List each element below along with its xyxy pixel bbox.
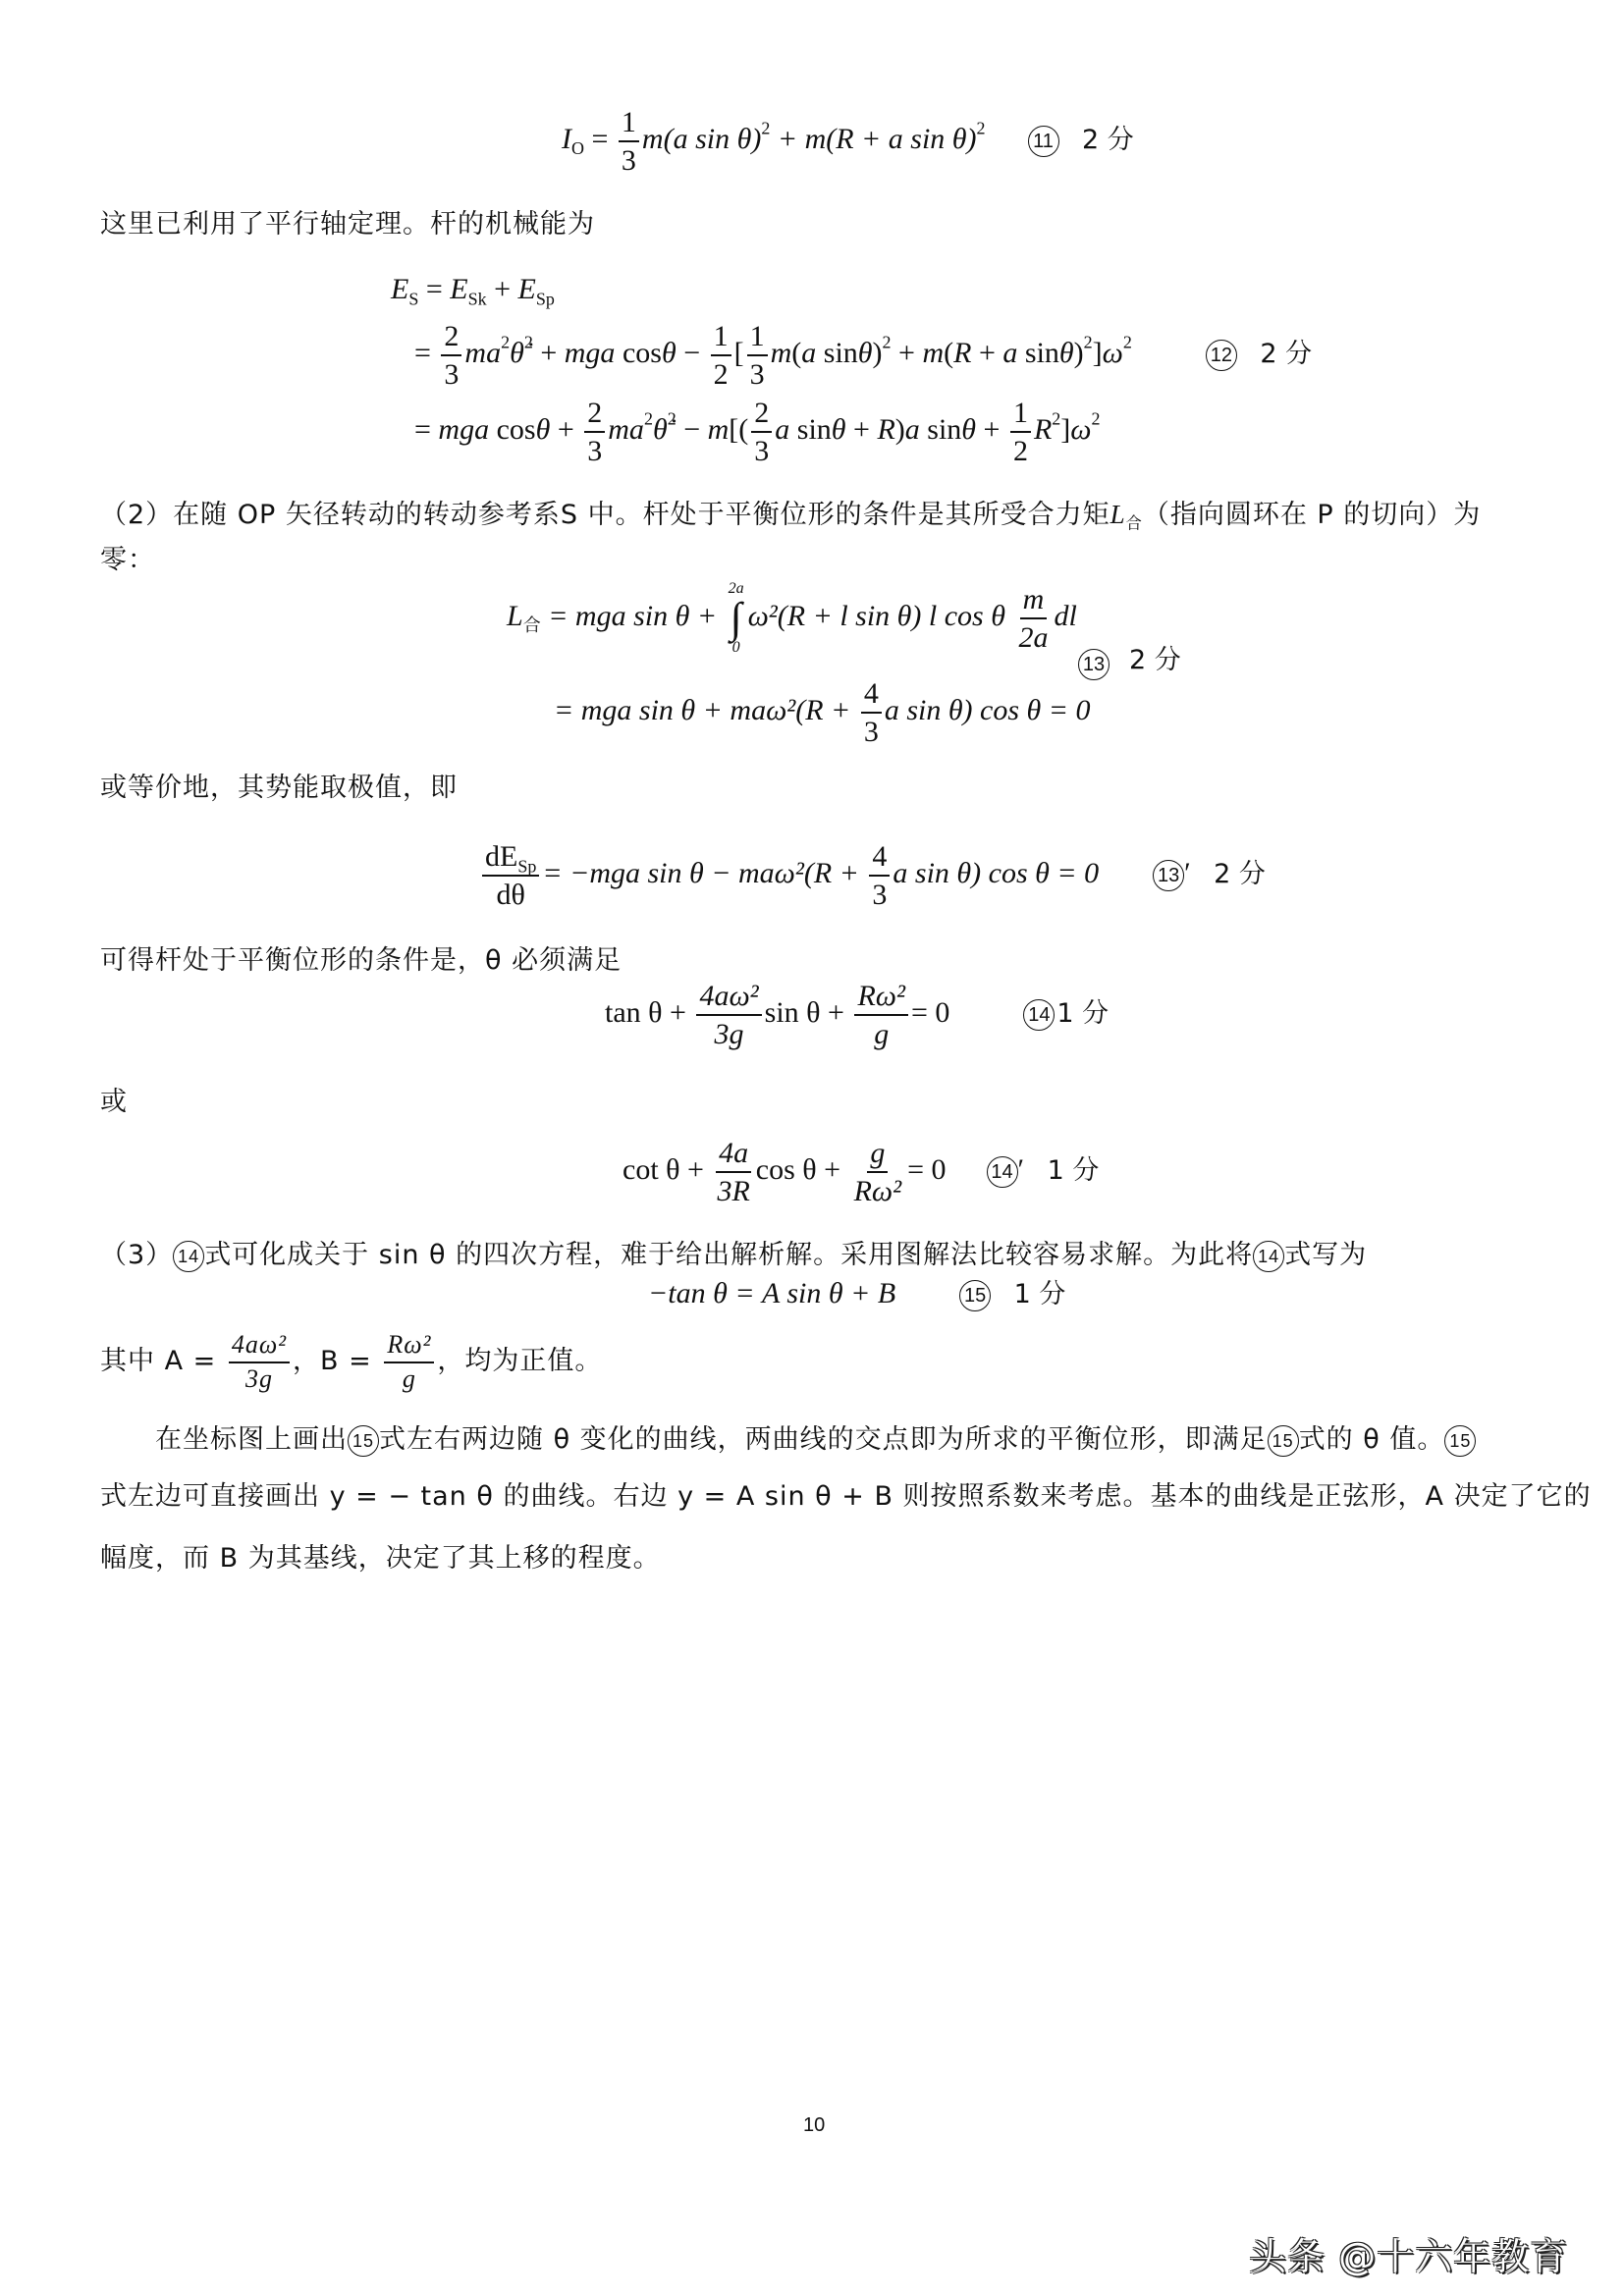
equation-ref-14: 14 (1253, 1241, 1284, 1272)
score-label: 1 分 (1013, 1279, 1066, 1309)
equation-14-prime (623, 1137, 1099, 1207)
score-label: 1 分 (1056, 997, 1110, 1029)
derivative-fraction (482, 840, 539, 911)
equation-12-line-3: = mga cosθ + $\frac{2}{3}$ $ma^2\thetȧ^2 - m$[( $\frac{2}{3}$ a sinθ + R)a sinθ + $\frac{1}{2}$ $R^2]\omega^2$ (414, 397, 1101, 467)
equation-tag-11: 11 (1028, 126, 1059, 157)
equation-13-tag-group (1078, 638, 1181, 680)
equation-ref-14: 14 (173, 1241, 204, 1272)
eq13-fraction (1015, 583, 1051, 654)
frac-den: 3 (863, 716, 879, 748)
frac-num: 4aω² (229, 1331, 290, 1363)
frac-den: 3R (717, 1175, 750, 1207)
prime-mark: ′ (1184, 856, 1191, 889)
torque-symbol: L (1110, 500, 1126, 529)
eq13p-rhs-b: a sin θ) cos θ = 0 (893, 856, 1100, 889)
equation-12-line-1: $E_S = E_{Sk} + E_{Sp}$ (391, 273, 555, 309)
score-label: 2 分 (1082, 124, 1134, 155)
eq11-lhs-sub: O (571, 138, 584, 159)
equation-tag-12: 12 (1206, 340, 1237, 371)
eq13-lhs: L (507, 599, 523, 632)
paragraph-where-ab (100, 1331, 602, 1393)
frac-num: 4aω² (696, 980, 761, 1016)
equation-tag-14: 14 (1023, 999, 1055, 1031)
equation-tag-13: 13 (1078, 649, 1110, 680)
paragraph-graphical-method-line-1 (155, 1417, 1476, 1457)
eq13p-rhs-a: = −mga sin θ − maω²(R + (542, 856, 859, 889)
frac-num: Rω² (384, 1331, 434, 1363)
score-label: 2 分 (1214, 858, 1266, 889)
para7-prefix: 其中 A = (100, 1346, 217, 1377)
equation-12-line-2: = $\frac{2}{3}$ $ma^2\thetȧ^2$ + mga cosθ − $\frac{1}{2}$ [ $\frac{1}{3}$ m(a sinθ)$^2$ + m(R + a $\sin\theta)^2]\omega^2$ 12 2 分 (414, 320, 1313, 391)
eq15-expr: −tan θ = A sin θ + B (648, 1277, 896, 1309)
paragraph-or: 或 (100, 1087, 128, 1117)
upper-limit: 2a (728, 580, 744, 597)
equation-ref-15: 15 (1444, 1425, 1476, 1457)
equation-13-line-2 (554, 677, 1091, 748)
frac-den: Rω² (853, 1175, 902, 1207)
eq14-a: tan θ + (605, 995, 686, 1029)
paragraph-section-3 (100, 1233, 1367, 1272)
equation-15 (648, 1272, 1065, 1311)
frac-num-sub: Sp (517, 856, 537, 877)
paragraph-graphical-method-line-2: 式左边可直接画出 y = − tan θ 的曲线。右边 y = A sin θ + B 则按照系数来考虑。基本的曲线是正弦形，A 决定了它的 (100, 1481, 1592, 1512)
exp: 2 (976, 118, 986, 138)
frac-num: 4a (716, 1137, 751, 1173)
eq13-term-a: = mga sin θ + (548, 599, 718, 632)
equation-ref-15: 15 (348, 1425, 379, 1457)
score-label: 1 分 (1047, 1154, 1100, 1186)
para6-a: （3） (100, 1240, 174, 1270)
equation-tag-15: 15 (959, 1280, 991, 1311)
para8-l1b: 式左右两边随 θ 变化的曲线，两曲线的交点即为所求的平衡位形，即满足 (379, 1424, 1268, 1455)
eq11-fraction (619, 106, 639, 177)
paragraph-section-2 (100, 493, 1481, 531)
exp: 2 (761, 118, 771, 138)
watermark: 头条 @十六年教育 (1249, 2235, 1569, 2278)
paragraph-equivalently: 或等价地，其势能取极值，即 (100, 773, 458, 803)
eq14-c: = 0 (910, 995, 950, 1029)
frac-num: Rω² (854, 980, 908, 1016)
eq13-lhs-sub: 合 (522, 615, 541, 636)
prime-mark: ′ (1017, 1152, 1025, 1186)
eq13-line2-a: = mga sin θ + maω²(R + (554, 693, 851, 726)
para6-b: 式可化成关于 sin θ 的四次方程，难于给出解析解。采用图解法比较容易求解。为此将 (204, 1240, 1254, 1270)
eq13-integrand: ω²(R + l sin θ) l cos θ (747, 599, 1005, 632)
frac-den: 3g (714, 1018, 744, 1050)
frac-num: g (867, 1137, 888, 1173)
page-number: 10 (803, 2114, 826, 2136)
frac-num: 4 (869, 840, 890, 877)
frac-num: 4 (861, 677, 882, 714)
equation-13-prime (479, 840, 1266, 911)
equation-tag-14-prime: 14 (987, 1156, 1018, 1188)
frac-den: 2a (1018, 621, 1049, 654)
equation-13-line-1 (507, 581, 1077, 656)
frac-num: 1 (619, 106, 639, 142)
frac-num: dE (485, 840, 518, 873)
eq14-b: sin θ + (764, 995, 844, 1029)
frac-den: g (402, 1363, 416, 1393)
para2-text-a: （2）在随 OP 矢径转动的转动参考系S 中。杆处于平衡位形的条件是其所受合力矩 (100, 500, 1110, 530)
paragraph-parallel-axis: 这里已利用了平行轴定理。杆的机械能为 (100, 209, 595, 240)
para8-l1a: 在坐标图上画出 (155, 1424, 348, 1455)
paragraph-equilibrium-condition: 可得杆处于平衡位形的条件是，θ 必须满足 (100, 945, 623, 976)
para7-suffix: ，均为正值。 (437, 1346, 603, 1377)
frac-den: 3g (244, 1363, 273, 1393)
eq11-lhs: I (562, 122, 571, 155)
para7-mid: ，B = (293, 1346, 372, 1377)
eq14p-c: = 0 (907, 1152, 947, 1186)
frac-den: g (874, 1018, 890, 1050)
score-label: 2 分 (1260, 338, 1313, 369)
para2-text-b: （指向圆环在 P 的切向）为 (1142, 500, 1482, 530)
eq14p-a: cot θ + (623, 1152, 704, 1186)
frac-den: 3 (621, 144, 636, 177)
eq13-line2-b: a sin θ) cos θ = 0 (884, 693, 1091, 726)
torque-sub: 合 (1125, 514, 1143, 533)
score-label: 2 分 (1129, 645, 1181, 675)
eq11-term-b: + m(R + a sin θ) (770, 122, 977, 155)
equation-ref-15: 15 (1268, 1425, 1299, 1457)
para8-l1c: 式的 θ 值。 (1298, 1424, 1445, 1455)
lower-limit: 0 (731, 639, 740, 656)
frac-den: 3 (872, 879, 888, 911)
eq13-dl: dl (1054, 599, 1077, 632)
frac-num: m (1020, 583, 1048, 619)
eq14p-b: cos θ + (755, 1152, 841, 1186)
paragraph-section-2-cont: 零： (100, 545, 155, 575)
paragraph-graphical-method-line-3: 幅度，而 B 为其基线，决定了其上移的程度。 (100, 1543, 661, 1574)
frac-den: dθ (496, 879, 525, 911)
para6-c: 式写为 (1284, 1240, 1368, 1270)
integral-sign: 2a ∫ 0 (728, 580, 744, 656)
equation-tag-13-prime: 13 (1153, 860, 1184, 891)
equation-14 (605, 980, 1109, 1050)
equation-11: $I_O$ = $\frac{1}{3}$ m(a sin θ)$^2$ + m(R + a sin θ)$^2$ 11 2 分 (562, 106, 1134, 177)
eq11-term-a: m(a sin θ) (641, 122, 762, 155)
